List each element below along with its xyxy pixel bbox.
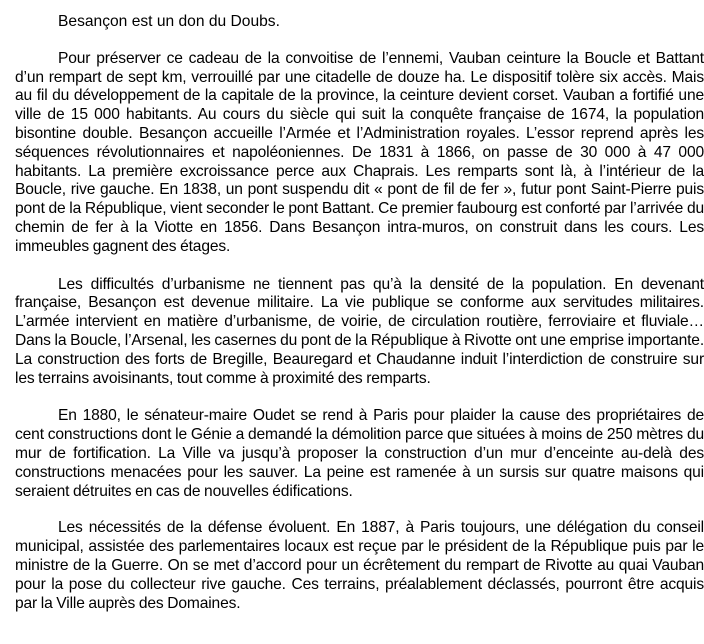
paragraph-vauban-ramparts: Pour préserver ce cadeau de la convoitise de l’ennemi, Vauban ceinture la Boucle et Battant d’un rempart de sept km, verrouillé par une citadelle de douze ha. Le dispositif tolère six accès. Mais au fil du développement de la capitale de la province, la ceinture devient corset. Vauban a fortifié une ville de 15 000 habitants. Au cours du siècle qui suit la conquête française de 1674, la population bisontine double. Besançon accueille l’Armée et l’Administration royales. L’essor reprend après les séquences révolutionnaires et napoléoniennes. De 1831 à 1866, on passe de 30 000 à 47 000 habitants. La première excroissance perce aux Chaprais. Les remparts sont là, à l’intérieur de la Boucle, rive gauche. En 1838, un pont suspendu dit « pont de fil de fer », futur pont Saint-Pierre puis pont de la République, vient seconder le pont Battant. Ce premier faubourg est conforté par l’arrivée du chemin de fer à la Viotte en 1856. Dans Besançon intra-muros, on construit dans les cours. Les immeubles gagnent des étages. — [15, 49, 704, 255]
document-page — [15, 0, 704, 613]
paragraph-defense-evolution: Les nécessités de la défense évoluent. En 1887, à Paris toujours, une délégation du conseil municipal, assistée des parlementaires locaux est reçue par le président de la République puis par le ministre de la Guerre. On se met d’accord pour un écrêtement du rempart de Rivotte au quai Vauban pour la pose du collecteur rive gauche. Ces terrains, préalablement déclassés, pourront être acquis par la Ville auprès des Domaines. — [15, 519, 704, 612]
document-title: Besançon est un don du Doubs. — [58, 13, 280, 30]
paragraph-urbanism-difficulties: Les difficultés d’urbanisme ne tiennent pas qu’à la densité de la population. En devenant française, Besançon est devenue militaire. La vie publique se conforme aux servitudes militaires. L’armée intervient en matière d’urbanisme, de voirie, de circulation routière, ferroviaire et fluviale… Dans la Boucle, l’Arsenal, les casernes du pont de la République à Rivotte ont une emprise importante. La construction des forts de Bregille, Beauregard et Chaudanne induit l’interdiction de construire sur les terrains avoisinants, tout comme à proximité des remparts. — [15, 275, 704, 387]
paragraph-senator-oudet: En 1880, le sénateur-maire Oudet se rend à Paris pour plaider la cause des propriétaires de cent constructions dont le Génie a demandé la démolition parce que situées à moins de 250 mètres du mur de fortification. La Ville va jusqu’à proposer la construction d’un mur d’enceinte au-delà des constructions menacées pour les sauver. La peine est ramenée à un sursis sur quatre maisons qui seraient détruites en cas de nouvelles édifications. — [15, 407, 704, 500]
